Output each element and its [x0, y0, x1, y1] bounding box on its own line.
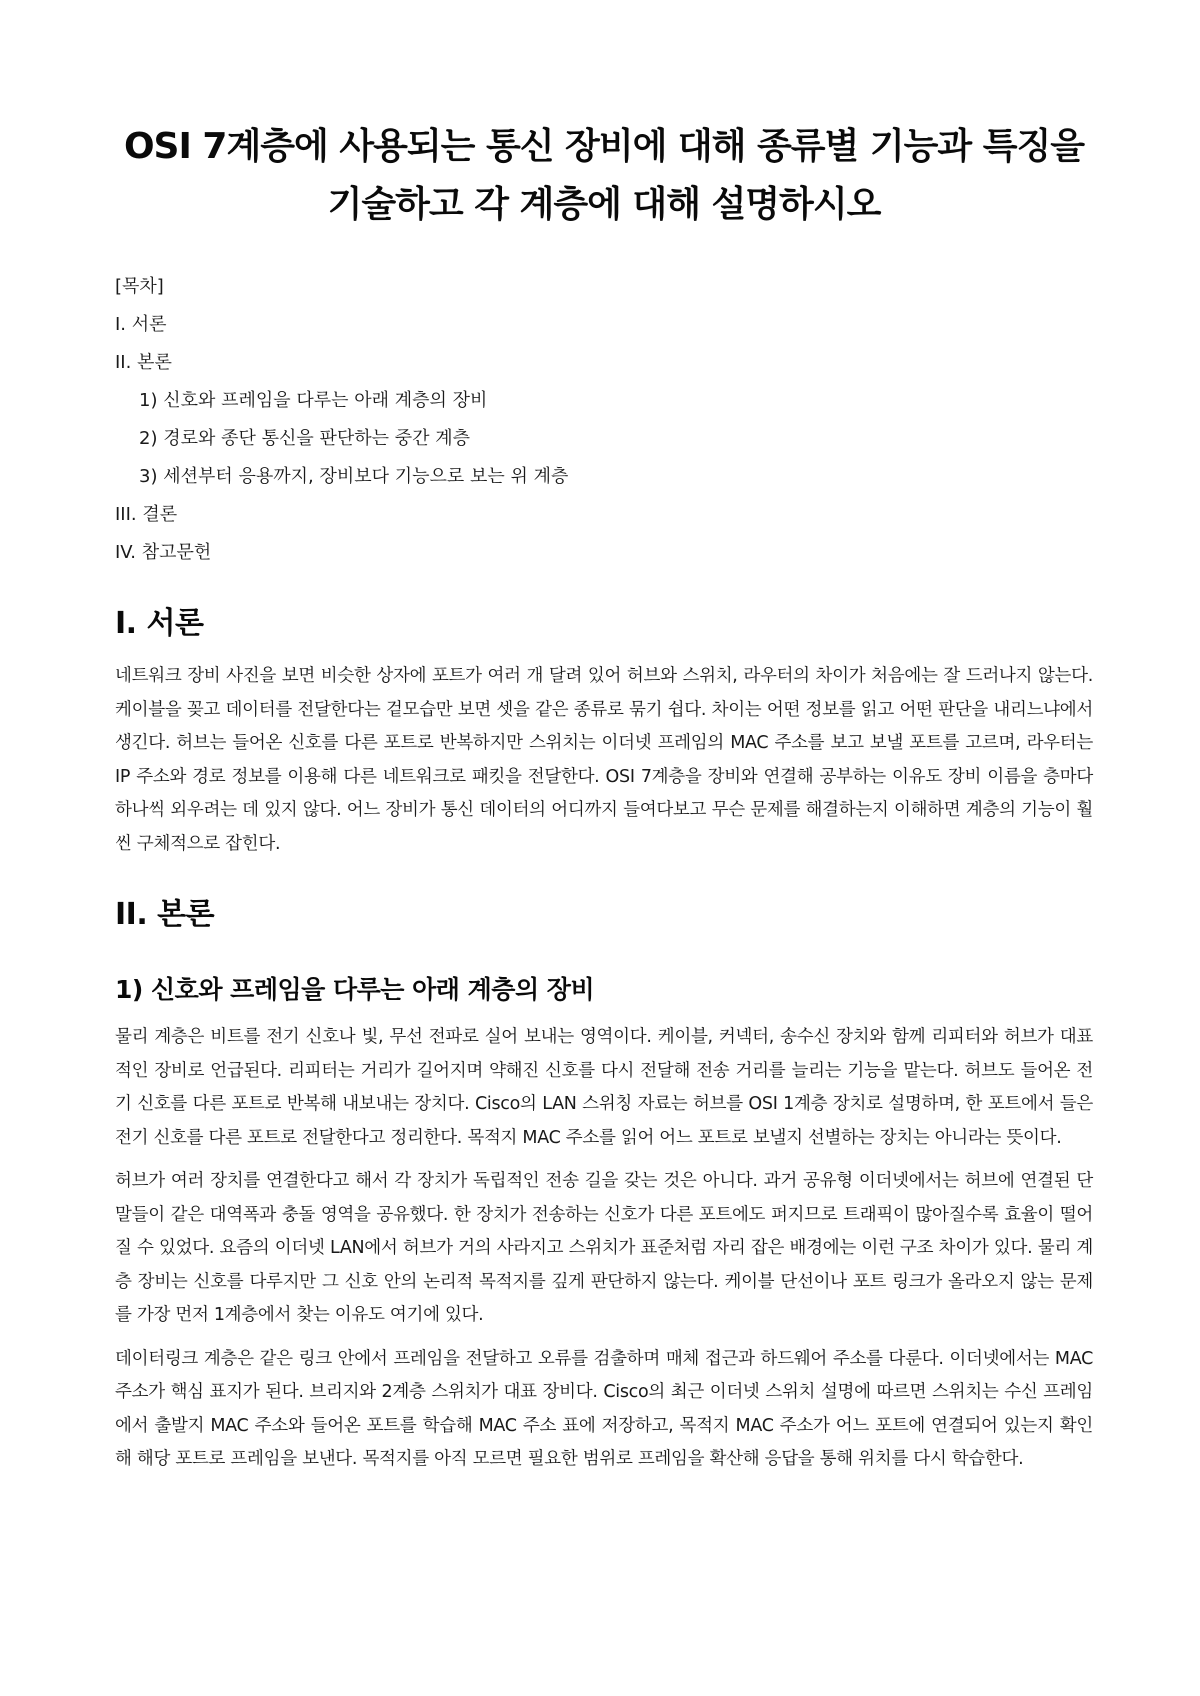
toc-item-references: IV. 참고문헌: [115, 542, 212, 563]
body-section: [115, 895, 1093, 1477]
heading-spacer: [115, 951, 1093, 971]
body-sub1-paragraph-1: 물리 계층은 비트를 전기 신호나 빛, 무선 전파로 실어 보내는 영역이다. 케이블, 커넥터, 송수신 장치와 함께 리피터와 허브가 대표적인 장비로 언급된다. 리피터는 거리가 길어지며 약해진 신호를 다시 전달해 전송 거리를 늘리는 기능을 맡는다. 허브도 들어온 전기 신호를 다른 포트로 반복해 내보내는 장치다. Cisco의 LAN 스위칭 자료는 허브를 OSI 1계층 장치로 설명하며, 한 포트에서 들은 전기 신호를 다른 포트로 전달한다고 정리한다. 목적지 MAC 주소를 읽어 어느 포트로 보낼지 선별하는 장치는 아니라는 뜻이다.: [115, 1027, 1093, 1148]
intro-paragraph: 네트워크 장비 사진을 보면 비슷한 상자에 포트가 여러 개 달려 있어 허브와 스위치, 라우터의 차이가 처음에는 잘 드러나지 않는다. 케이블을 꽂고 데이터를 전달한다는 겉모습만 보면 셋을 같은 종류로 묶기 쉽다. 차이는 어떤 정보를 읽고 어떤 판단을 내리느냐에서 생긴다. 허브는 들어온 신호를 다른 포트로 반복하지만 스위치는 이더넷 프레임의 MAC 주소를 보고 보낼 포트를 고르며, 라우터는 IP 주소와 경로 정보를 이용해 다른 네트워크로 패킷을 전달한다. OSI 7계층을 장비와 연결해 공부하는 이유도 장비 이름을 층마다 하나씩 외우려는 데 있지 않다. 어느 장비가 통신 데이터의 어디까지 들여다보고 무슨 문제를 해결하는지 이해하면 계층의 기능이 훨씬 구체적으로 잡힌다.: [115, 666, 1093, 854]
toc-item-body-sub3: 3) 세션부터 응용까지, 장비보다 기능으로 보는 위 계층: [139, 466, 569, 487]
table-of-contents: [115, 268, 1093, 572]
body-sub1-paragraph-3: 데이터링크 계층은 같은 링크 안에서 프레임을 전달하고 오류를 검출하며 매체 접근과 하드웨어 주소를 다룬다. 이더넷에서는 MAC 주소가 핵심 표지가 된다. 브리지와 2계층 스위치가 대표 장비다. Cisco의 최근 이더넷 스위치 설명에 따르면 스위치는 수신 프레임에서 출발지 MAC 주소와 들어온 포트를 학습해 MAC 주소 표에 저장하고, 목적지 MAC 주소가 어느 포트에 연결되어 있는지 확인해 해당 포트로 프레임을 보낸다. 목적지를 아직 모르면 필요한 범위로 프레임을 확산해 응답을 통해 위치를 다시 학습한다.: [115, 1348, 1093, 1469]
toc-item-body-sub2: 2) 경로와 종단 통신을 판단하는 중간 계층: [139, 428, 471, 449]
body-sub1-heading: 1) 신호와 프레임을 다루는 아래 계층의 장비: [115, 975, 595, 1004]
toc-heading: [목차]: [115, 276, 164, 297]
section-spacer: [115, 871, 1093, 895]
toc-item-body-sub1: 1) 신호와 프레임을 다루는 아래 계층의 장비: [139, 390, 488, 411]
body-heading: II. 본론: [115, 897, 215, 932]
toc-item-body: II. 본론: [115, 352, 172, 373]
intro-heading: I. 서론: [115, 606, 204, 641]
intro-section: [115, 604, 1093, 861]
toc-item-intro: I. 서론: [115, 314, 167, 335]
body-sub1-paragraph-2: 허브가 여러 장치를 연결한다고 해서 각 장치가 독립적인 전송 길을 갖는 것은 아니다. 과거 공유형 이더넷에서는 허브에 연결된 단말들이 같은 대역폭과 충돌 영역을 공유했다. 한 장치가 전송하는 신호가 다른 포트에도 퍼지므로 트래픽이 많아질수록 효율이 떨어질 수 있었다. 요즘의 이더넷 LAN에서 허브가 거의 사라지고 스위치가 표준처럼 자리 잡은 배경에는 이런 구조 차이가 있다. 물리 계층 장비는 신호를 다루지만 그 신호 안의 논리적 목적지를 깊게 판단하지 않는다. 케이블 단선이나 포트 링크가 올라오지 않는 문제를 가장 먼저 1계층에서 찾는 이유도 여기에 있다.: [115, 1171, 1093, 1325]
document-title: OSI 7계층에 사용되는 통신 장비에 대해 종류별 기능과 특징을 기술하고 각 계층에 대해 설명하시오: [123, 126, 1085, 225]
toc-item-conclusion: III. 결론: [115, 504, 178, 525]
